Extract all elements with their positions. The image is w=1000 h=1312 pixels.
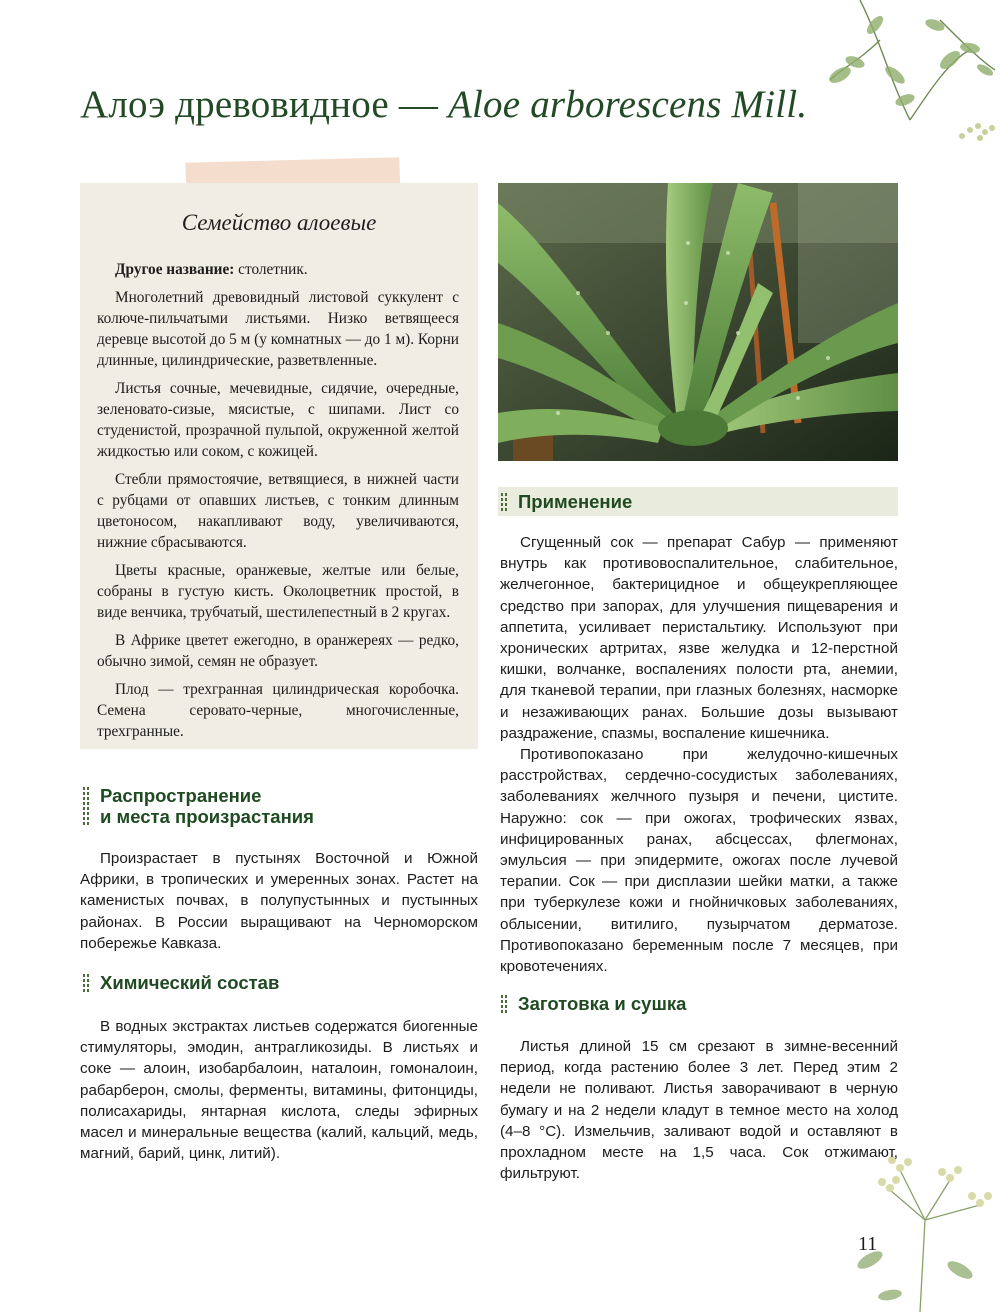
application-title: Применение — [518, 491, 633, 512]
chemistry-heading — [78, 972, 279, 994]
alt-name-value: столетник. — [234, 261, 308, 278]
distribution-title-line1: Распространение — [100, 785, 262, 806]
chemistry-title: Химический состав — [100, 972, 280, 993]
chemistry-text — [80, 1016, 478, 1164]
family-paragraph: Стебли прямостоячие, ветвящиеся, в нижней части с рубцами от опавших листьев, с тонким длинным цветоносом, накапливают воду, увеличиваются, нижние сбрасываются. — [97, 471, 459, 551]
harvest-title: Заготовка и сушка — [518, 993, 687, 1014]
latin-name: Aloe arborescens Mill. — [447, 83, 808, 126]
harvest-heading — [496, 993, 686, 1015]
application-paragraph: Сгущенный сок — препарат Сабур — применяют внутрь как противовоспалительное, слабительное, желчегонное, бактерицидное и общеукрепляющее средство при запорах, для улучшения пищеварения и аппетита, усиливает перистальтику. Используют при хронических артритах, язве желудка и 12-перстной кишки, волчанке, воспалениях полости рта, анемии, для тканевой терапии, при глазных болезнях, насморке и незаживающих ранах. Большие дозы вызывают раздражение, спазмы, воспаление кишечника. — [500, 534, 898, 742]
application-heading — [496, 491, 632, 513]
aloe-photo — [498, 183, 898, 461]
page-title: Алоэ древовидное — Aloe arborescens Mill. — [80, 83, 808, 126]
section-marker-icon — [78, 785, 96, 827]
harvest-text — [500, 1036, 898, 1184]
family-paragraph: Цветы красные, оранжевые, желтые или белые, собраны в густую кисть. Околоцветник простой, в виде венчика, трубчатый, шестилепестный в 2 кругах. — [97, 562, 459, 621]
distribution-paragraph: Произрастает в пустынях Восточной и Южной Африки, в тропических и умеренных зонах. Растет на каменистых почвах, в полупустынных и пустынных районах. В России выращивают на Черноморском побережье Кавказа. — [80, 850, 478, 952]
chemistry-paragraph: В водных экстрактах листьев содержатся биогенные стимуляторы, эмодин, антрагликозиды. В листьях и соке — алоин, изобарбалоин, наталоин, гомоналоин, рабарберон, смолы, ферменты, витамины, фитонциды, полисахариды, янтарная кислота, следы эфирных масел и минеральные вещества (калий, кальций, медь, магний, барий, цинк, литий). — [80, 1018, 478, 1163]
family-paragraph: Многолетний древовидный листовой суккулент с колюче-пильчатыми листьями. Низко ветвящееся деревце высотой до 5 м (у комнатных — до 1 м). Корни длинные, цилиндрические, разветвленные. — [97, 289, 459, 369]
application-text — [500, 532, 898, 977]
family-paragraph: В Африке цветет ежегодно, в оранжереях — редко, обычно зимой, семян не образует. — [97, 632, 459, 670]
family-paragraph: Листья сочные, мечевидные, сидячие, очередные, зеленовато-сизые, мясистые, с шипами. Лист со студенистой, прозрачной пульпой, окруженной желтой жидкостью или соком, с кожицей. — [97, 380, 459, 460]
application-paragraph: Противопоказано при желудочно-кишечных расстройствах, сердечно-сосудистых заболеваниях, заболеваниях желчного пузыря и печени, цистите. Наружно: сок — при ожогах, трофических язвах, инфицированных ранах, абсцессах, флегмонах, эмульсия — при эпидермите, ожогах после лучевой терапии. Сок — при дисплазии шейки матки, а также при туберкулезе кожи и гнойничковых заболеваниях, облысении, витилиго, пузырчатом дерматозе. Противопоказано беременным после 7 месяцев, при кровотечениях. — [500, 746, 898, 976]
section-marker-icon — [496, 491, 514, 513]
page-number: 11 — [858, 1233, 878, 1255]
family-paragraph: Плод — трехгранная цилиндрическая коробочка. Семена серовато-черные, многочисленные, трехгранные. — [97, 681, 459, 740]
section-marker-icon — [496, 993, 514, 1015]
family-heading: Семейство алоевые — [181, 210, 377, 235]
distribution-text — [80, 848, 478, 954]
harvest-paragraph: Листья длиной 15 см срезают в зимне-весенний период, когда растению более 3 лет. Перед этим 2 недели не поливают. Листья заворачивают в черную бумагу и на 2 недели кладут в темное место на холод (4–8 °С). Измельчив, заливают водой и оставляют в прохладном месте на 1,5 часа. Сок отжимают, фильтруют. — [500, 1038, 898, 1183]
distribution-heading — [78, 785, 314, 827]
section-marker-icon — [78, 972, 96, 994]
alt-name-label: Другое название: — [115, 261, 235, 278]
family-description — [97, 259, 459, 749]
distribution-title-line2: и места произрастания — [100, 806, 314, 827]
